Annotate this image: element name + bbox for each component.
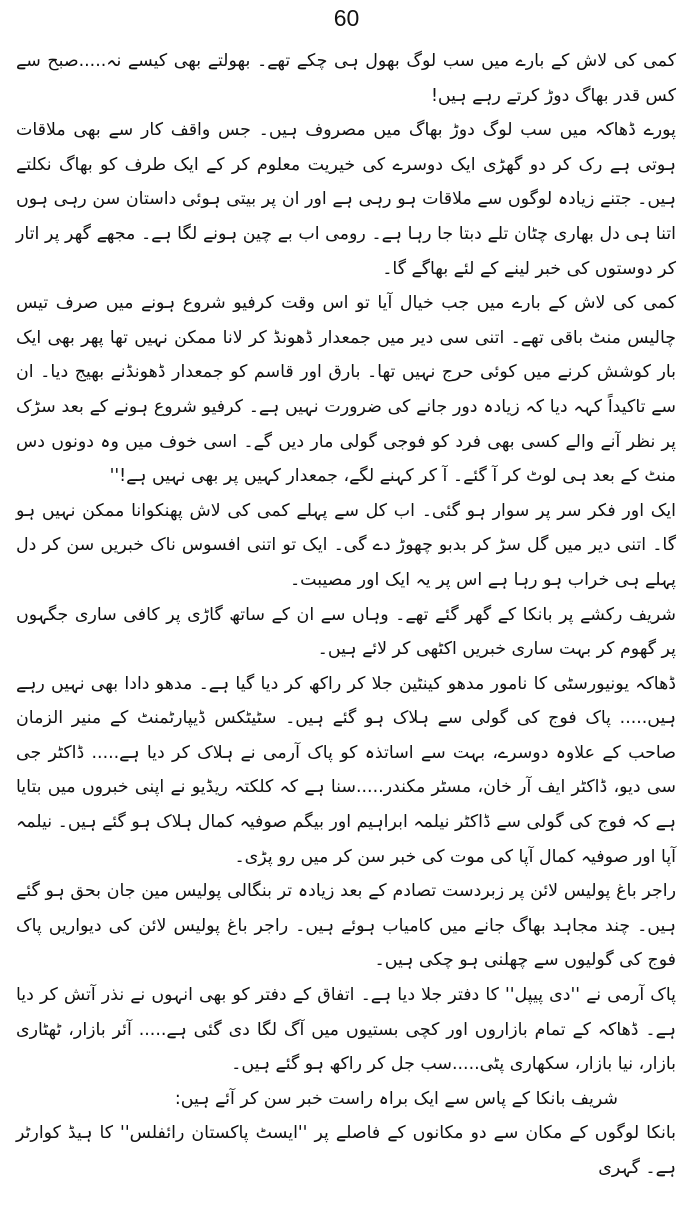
paragraph-1: کمی کی لاش کے بارے میں سب لوگ بھول ہی چکے تھے۔ بھولتے بھی کیسے نہ.....صبح سے کس قدر بھاگ دوڑ کرتے رہے ہیں! [16,51,676,106]
paragraph-10: بانکا لوگوں کے مکان سے دو مکانوں کے فاصلے پر ''ایسٹ پاکستان رائفلس'' کا ہیڈ کوارٹر ہے۔ گہری [16,1123,676,1178]
page-body [16,44,676,1186]
paragraph-8: پاک آرمی نے ''دی پیپل'' کا دفتر جلا دیا ہے۔ اتفاق کے دفتر کو بھی انہوں نے نذر آتش کر دیا ہے۔ ڈھاکہ کے تمام بازاروں اور کچی بستیوں میں آگ لگا دی گئی ہے..... آئر بازار، ٹھٹاری بازار، نیا بازار، سکھاری پٹی.....سب جل کر راکھ ہو گئے ہیں۔ [16,985,676,1075]
paragraph-9: شریف بانکا کے پاس سے ایک براہ راست خبر سن کر آئے ہیں: [174,1088,618,1109]
paragraph-4: ایک اور فکر سر پر سوار ہو گئی۔ اب کل سے پہلے کمی کی لاش پھنکوانا ممکن نہیں ہو گا۔ اتنی دیر میں گل سڑ کر بدبو چھوڑ دے گی۔ ایک تو اتنی افسوس ناک خبریں سن کر دل پہلے ہی خراب ہو رہا ہے اس پر یہ ایک اور مصیبت۔ [16,500,676,590]
page-number: 60 [333,5,360,31]
paragraph-6: ڈھاکہ یونیورسٹی کا نامور مدھو کینٹین جلا کر راکھ کر دیا گیا ہے۔ مدھو دادا بھی نہیں رہے ہیں..... پاک فوج کی گولی سے ہلاک ہو گئے ہیں۔ سٹیٹکس ڈیپارٹمنٹ کے منیر الزمان صاحب کے علاوہ دوسرے، بہت سے اساتذہ کو پاک آرمی نے ہلاک کر دیا ہے..... ڈاکٹر جی سی دیو، ڈاکٹر ایف آر خان، مسٹر مکندر.....سنا ہے کہ کلکتہ ریڈیو نے اپنی خبروں میں بتایا ہے کہ فوج کی گولی سے ڈاکٹر نیلمہ ابراہیم اور بیگم صوفیہ کمال ہلاک ہو گئے ہیں۔ نیلمہ آپا اور صوفیہ کمال آپا کی موت کی خبر سن کر میں رو پڑی۔ [16,673,676,867]
paragraph-3: کمی کی لاش کے بارے میں جب خیال آیا تو اس وقت کرفیو شروع ہونے میں صرف تیس چالیس منٹ باقی تھے۔ اتنی سی دیر میں جمعدار ڈھونڈ کر لانا ممکن نہیں تھا پھر بھی ایک بار کوشش کرنے میں کوئی حرج نہیں تھا۔ بارق اور قاسم کو جمعدار ڈھونڈنے بھیج دیا۔ ان سے تاکیداً کہہ دیا کہ زیادہ دور جانے کی ضرورت نہیں ہے۔ کرفیو شروع ہونے کے بعد سڑک پر نظر آنے والے کسی بھی فرد کو فوجی گولی مار دیں گے۔ اسی خوف میں وہ دونوں دس منٹ کے بعد ہی لوٹ کر آ گئے۔ آ کر کہنے لگے، جمعدار کہیں پر بھی نہیں ہے!'' [16,293,676,487]
paragraph-7: راجر باغ پولیس لائن پر زبردست تصادم کے بعد زیادہ تر بنگالی پولیس مین جان بحق ہو گئے ہیں۔ چند مجاہد بھاگ جانے میں کامیاب ہوئے ہیں۔ راجر باغ پولیس لائن کی دیواریں پاک فوج کی گولیوں سے چھلنی ہو چکی ہیں۔ [16,881,676,971]
paragraph-2: پورے ڈھاکہ میں سب لوگ دوڑ بھاگ میں مصروف ہیں۔ جس واقف کار سے بھی ملاقات ہوتی ہے رک کر دو گھڑی ایک دوسرے کی خیریت معلوم کر کے ایک طرف کو بھاگ نکلتے ہیں۔ جتنے زیادہ لوگوں سے ملاقات ہو رہی ہے اور ان پر بیتی ہوئی داستان سن رہی ہوں اتنا ہی دل بھاری چٹان تلے دبتا جا رہا ہے۔ رومی اب بے چین ہونے لگا ہے۔ مجھے گھر پر اتار کر دوستوں کی خبر لینے کے لئے بھاگے گا۔ [16,120,676,279]
paragraph-5: شریف رکشے پر بانکا کے گھر گئے تھے۔ وہاں سے ان کے ساتھ گاڑی پر کافی ساری جگہوں پر گھوم کر بہت ساری خبریں اکٹھی کر لائے ہیں۔ [16,604,676,660]
